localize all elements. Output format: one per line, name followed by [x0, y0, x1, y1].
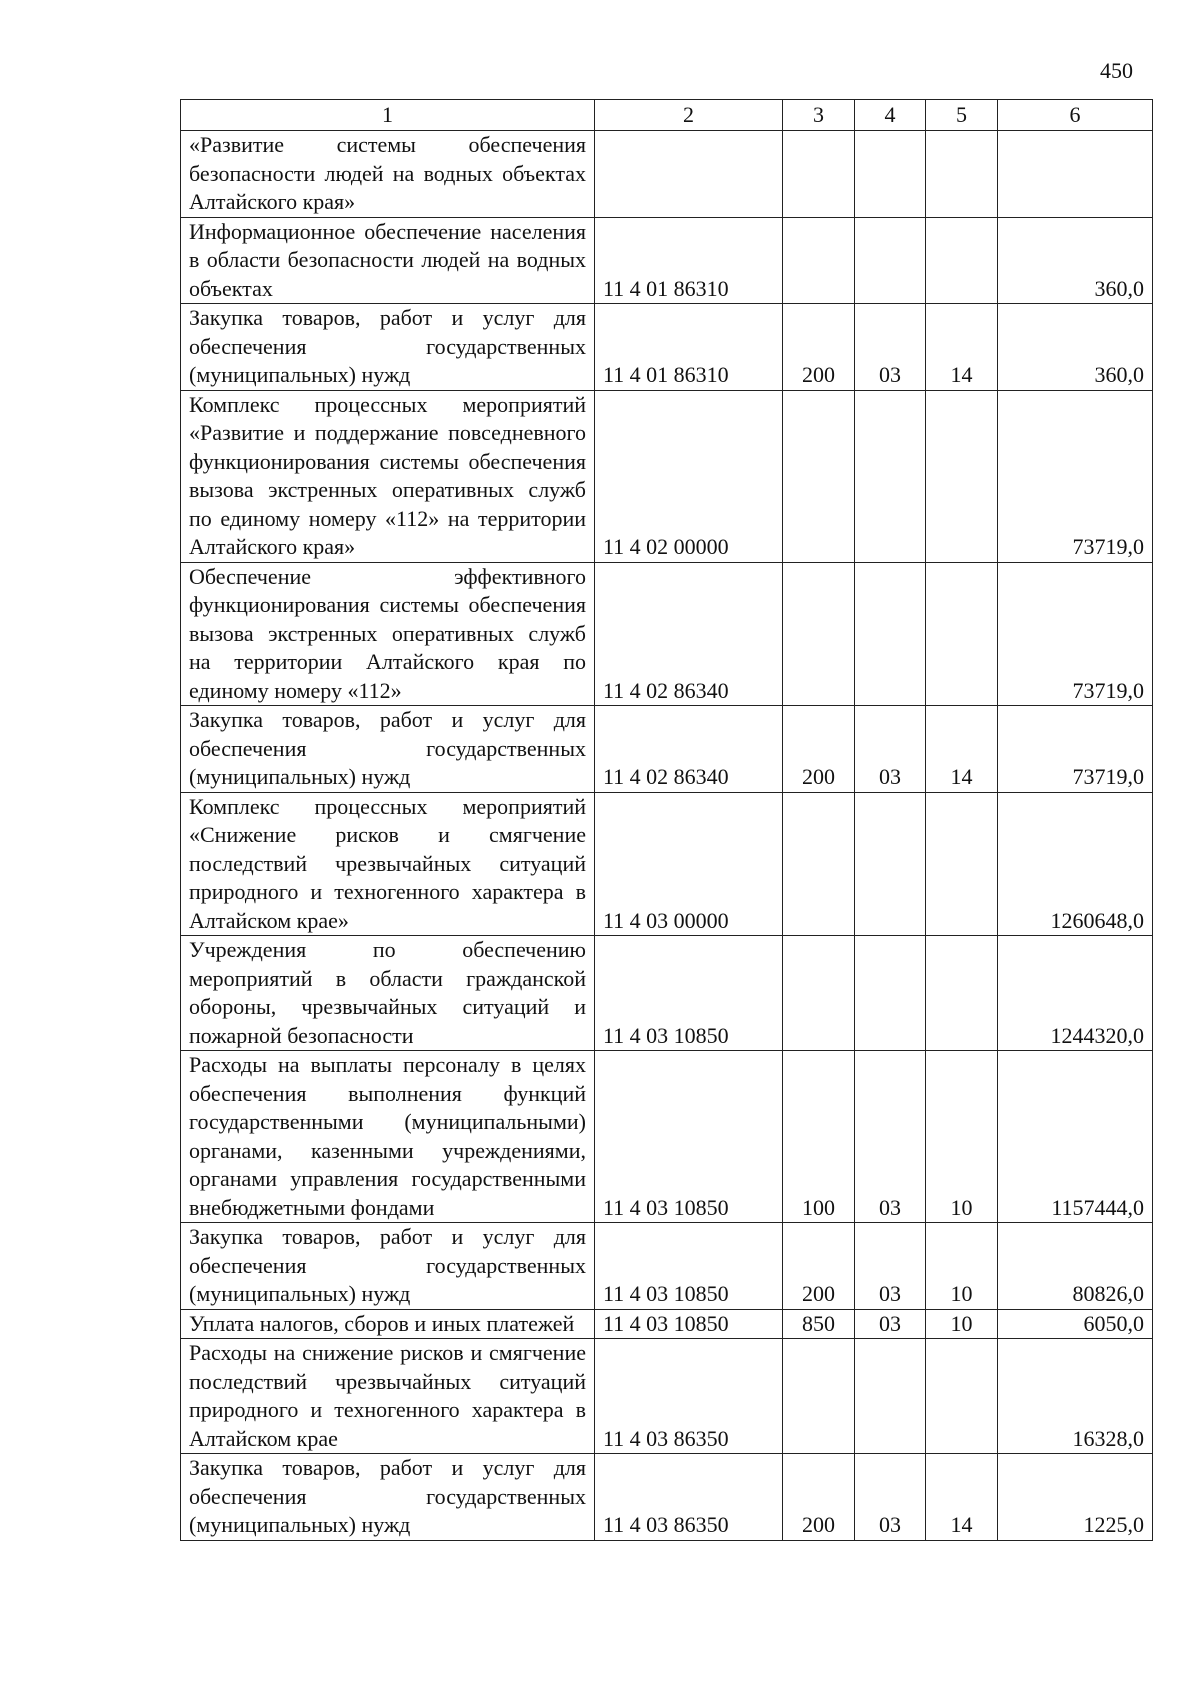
expense-type-code-cell: 200 [783, 304, 855, 391]
target-code-cell: 11 4 02 00000 [595, 390, 783, 562]
expense-type-code-cell [783, 217, 855, 304]
table-row [181, 217, 1153, 304]
column-header-2: 2 [595, 100, 783, 131]
table-row [181, 562, 1153, 706]
section-code-cell: 03 [855, 1051, 926, 1223]
target-code-cell: 11 4 01 86310 [595, 304, 783, 391]
target-code-cell: 11 4 02 86340 [595, 562, 783, 706]
subsection-code-cell [926, 562, 998, 706]
section-code-cell [855, 562, 926, 706]
table-row [181, 792, 1153, 936]
expense-type-code-cell: 100 [783, 1051, 855, 1223]
expense-type-code-cell: 850 [783, 1309, 855, 1339]
section-code-cell [855, 390, 926, 562]
section-code-cell: 03 [855, 1309, 926, 1339]
target-code-cell [595, 131, 783, 218]
section-code-cell: 03 [855, 304, 926, 391]
target-code-cell: 11 4 03 86350 [595, 1454, 783, 1541]
column-header-6: 6 [998, 100, 1153, 131]
target-code-cell: 11 4 03 86350 [595, 1339, 783, 1454]
expense-type-code-cell: 200 [783, 1454, 855, 1541]
amount-cell: 73719,0 [998, 562, 1153, 706]
subsection-code-cell [926, 390, 998, 562]
table-row [181, 706, 1153, 793]
expense-type-code-cell [783, 1339, 855, 1454]
table-row [181, 1223, 1153, 1310]
table-row [181, 304, 1153, 391]
subsection-code-cell: 14 [926, 304, 998, 391]
subsection-code-cell [926, 217, 998, 304]
expense-type-code-cell [783, 131, 855, 218]
target-code-cell: 11 4 03 10850 [595, 936, 783, 1051]
subsection-code-cell [926, 131, 998, 218]
expense-type-code-cell [783, 562, 855, 706]
amount-cell: 80826,0 [998, 1223, 1153, 1310]
section-code-cell [855, 1339, 926, 1454]
amount-cell: 1225,0 [998, 1454, 1153, 1541]
amount-cell: 1244320,0 [998, 936, 1153, 1051]
expense-name-cell: «Развитие системы обеспечения безопасности людей на водных объектах Алтайского края» [181, 131, 595, 218]
section-code-cell: 03 [855, 706, 926, 793]
expense-name-cell: Закупка товаров, работ и услуг для обеспечения государственных (муниципальных) нужд [181, 1454, 595, 1541]
section-code-cell [855, 131, 926, 218]
column-header-4: 4 [855, 100, 926, 131]
target-code-cell: 11 4 03 10850 [595, 1051, 783, 1223]
target-code-cell: 11 4 03 10850 [595, 1309, 783, 1339]
amount-cell: 6050,0 [998, 1309, 1153, 1339]
expense-name-cell: Комплекс процессных мероприятий «Развитие и поддержание повседневного функционирования системы обеспечения вызова экстренных оперативных служб по единому номеру «112» на территории Алтайского края» [181, 390, 595, 562]
section-code-cell: 03 [855, 1454, 926, 1541]
table-row [181, 1339, 1153, 1454]
table-row [181, 131, 1153, 218]
expense-type-code-cell [783, 792, 855, 936]
section-code-cell: 03 [855, 1223, 926, 1310]
column-header-3: 3 [783, 100, 855, 131]
target-code-cell: 11 4 01 86310 [595, 217, 783, 304]
amount-cell: 1157444,0 [998, 1051, 1153, 1223]
table-row [181, 1454, 1153, 1541]
amount-cell: 360,0 [998, 304, 1153, 391]
amount-cell: 16328,0 [998, 1339, 1153, 1454]
subsection-code-cell: 14 [926, 1454, 998, 1541]
amount-cell: 360,0 [998, 217, 1153, 304]
amount-cell: 1260648,0 [998, 792, 1153, 936]
expense-type-code-cell [783, 936, 855, 1051]
expense-type-code-cell: 200 [783, 706, 855, 793]
section-code-cell [855, 217, 926, 304]
table-row [181, 936, 1153, 1051]
subsection-code-cell: 10 [926, 1309, 998, 1339]
expense-type-code-cell [783, 390, 855, 562]
expense-name-cell: Расходы на выплаты персоналу в целях обеспечения выполнения функций государственными (муниципальными) органами, казенными учреждениями, органами управления государственными внебюджетными фондами [181, 1051, 595, 1223]
expense-name-cell: Закупка товаров, работ и услуг для обеспечения государственных (муниципальных) нужд [181, 304, 595, 391]
expense-name-cell: Учреждения по обеспечению мероприятий в области гражданской обороны, чрезвычайных ситуаций и пожарной безопасности [181, 936, 595, 1051]
expense-type-code-cell: 200 [783, 1223, 855, 1310]
amount-cell: 73719,0 [998, 390, 1153, 562]
target-code-cell: 11 4 03 10850 [595, 1223, 783, 1310]
section-code-cell [855, 792, 926, 936]
table-row [181, 1051, 1153, 1223]
column-header-5: 5 [926, 100, 998, 131]
subsection-code-cell: 10 [926, 1051, 998, 1223]
target-code-cell: 11 4 03 00000 [595, 792, 783, 936]
table-row [181, 390, 1153, 562]
table-row [181, 1309, 1153, 1339]
column-header-1: 1 [181, 100, 595, 131]
expense-name-cell: Комплекс процессных мероприятий «Снижение рисков и смягчение последствий чрезвычайных ситуаций природного и техногенного характера в Алтайском крае» [181, 792, 595, 936]
subsection-code-cell [926, 1339, 998, 1454]
expense-name-cell: Закупка товаров, работ и услуг для обеспечения государственных (муниципальных) нужд [181, 706, 595, 793]
section-code-cell [855, 936, 926, 1051]
expense-name-cell: Информационное обеспечение населения в области безопасности людей на водных объектах [181, 217, 595, 304]
subsection-code-cell [926, 792, 998, 936]
amount-cell [998, 131, 1153, 218]
header-row [181, 100, 1153, 131]
subsection-code-cell: 14 [926, 706, 998, 793]
expense-name-cell: Уплата налогов, сборов и иных платежей [181, 1309, 595, 1339]
subsection-code-cell: 10 [926, 1223, 998, 1310]
target-code-cell: 11 4 02 86340 [595, 706, 783, 793]
amount-cell: 73719,0 [998, 706, 1153, 793]
expense-name-cell: Расходы на снижение рисков и смягчение последствий чрезвычайных ситуаций природного и техногенного характера в Алтайском крае [181, 1339, 595, 1454]
page-number: 450 [1100, 58, 1133, 83]
budget-table [180, 99, 1153, 1541]
expense-name-cell: Обеспечение эффективного функционирования системы обеспечения вызова экстренных оперативных служб на территории Алтайского края по единому номеру «112» [181, 562, 595, 706]
expense-name-cell: Закупка товаров, работ и услуг для обеспечения государственных (муниципальных) нужд [181, 1223, 595, 1310]
subsection-code-cell [926, 936, 998, 1051]
